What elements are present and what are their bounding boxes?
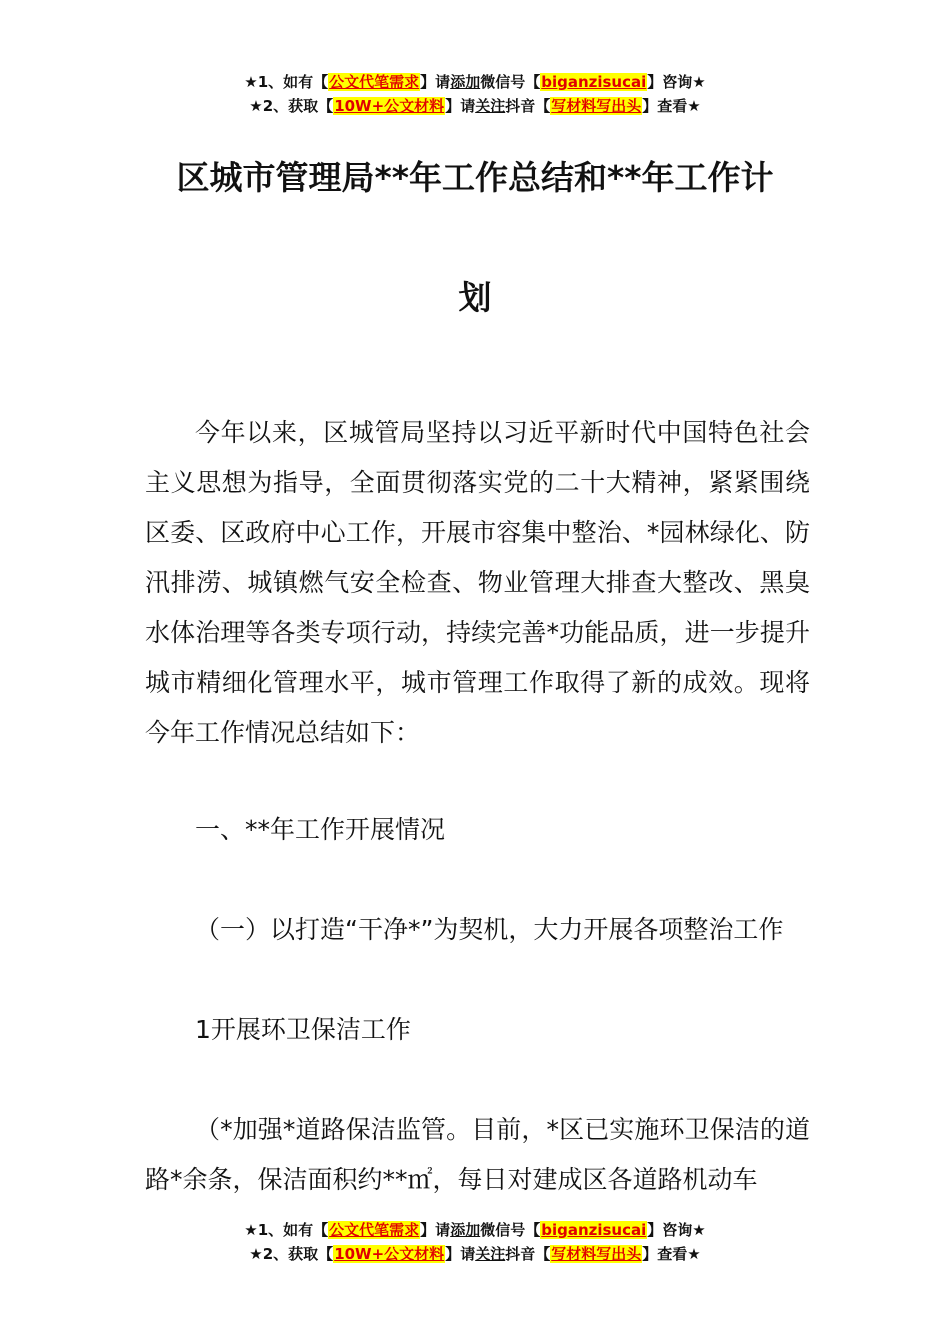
highlight-douyin-id: 写材料写出头 xyxy=(551,1245,642,1263)
highlight-douyin-id: 写材料写出头 xyxy=(551,97,642,115)
banner-text-underlined: 关注 xyxy=(475,1245,506,1263)
highlight-service: 公文代笔需求 xyxy=(329,73,420,91)
banner-text: ★2、获取【 xyxy=(249,1245,334,1263)
banner-text: 】请 xyxy=(445,1245,476,1263)
document-title-line-1: 区城市管理局**年工作总结和**年工作计 xyxy=(176,158,774,197)
banner-text: 抖音【 xyxy=(505,97,551,115)
banner-text: ★1、如有【 xyxy=(244,1221,329,1239)
banner-text: ★2、获取【 xyxy=(249,97,334,115)
banner-text-underlined: 添加 xyxy=(450,73,481,91)
banner-line-2 xyxy=(0,1242,950,1266)
banner-text: 】咨询★ xyxy=(647,73,706,91)
highlight-service: 公文代笔需求 xyxy=(329,1221,420,1239)
body-paragraph-2: （*加强*道路保洁监管。目前，*区已实施环卫保洁的道路*余条，保洁面积约**㎡，每日对建成区各道路机动车 xyxy=(145,1115,810,1194)
highlight-wechat-id: biganzisucai xyxy=(541,1221,647,1239)
banner-text: 】请 xyxy=(420,1221,451,1239)
banner-line-1 xyxy=(0,70,950,94)
banner-line-2 xyxy=(0,94,950,118)
section-heading-3: 1开展环卫保洁工作 xyxy=(195,1015,411,1044)
banner-text: 】咨询★ xyxy=(647,1221,706,1239)
intro-paragraph: 今年以来，区城管局坚持以习近平新时代中国特色社会主义思想为指导，全面贯彻落实党的二十大精神，紧紧围绕区委、区政府中心工作，开展市容集中整治、*园林绿化、防汛排涝、城镇燃气安全检查、物业管理大排查大整改、黑臭水体治理等各类专项行动，持续完善*功能品质，进一步提升城市精细化管理水平，城市管理工作取得了新的成效。现将今年工作情况总结如下： xyxy=(145,418,810,747)
banner-text: 】查看★ xyxy=(642,97,701,115)
banner-text: 抖音【 xyxy=(505,1245,551,1263)
section-heading-1: 一、**年工作开展情况 xyxy=(195,815,446,844)
highlight-materials: 10W+公文材料 xyxy=(334,1245,445,1263)
banner-text: 】查看★ xyxy=(642,1245,701,1263)
section-heading-2: （一）以打造“干净*”为契机，大力开展各项整治工作 xyxy=(195,915,784,944)
banner-text: 微信号【 xyxy=(480,1221,541,1239)
banner-text: ★1、如有【 xyxy=(244,73,329,91)
highlight-wechat-id: biganzisucai xyxy=(541,73,647,91)
bottom-banner xyxy=(0,1218,950,1266)
highlight-materials: 10W+公文材料 xyxy=(334,97,445,115)
banner-text-underlined: 关注 xyxy=(475,97,506,115)
banner-text: 微信号【 xyxy=(480,73,541,91)
document-title-line-2: 划 xyxy=(458,278,492,317)
banner-text: 】请 xyxy=(420,73,451,91)
banner-line-1 xyxy=(0,1218,950,1242)
banner-text: 】请 xyxy=(445,97,476,115)
banner-text-underlined: 添加 xyxy=(450,1221,481,1239)
top-banner xyxy=(0,70,950,118)
